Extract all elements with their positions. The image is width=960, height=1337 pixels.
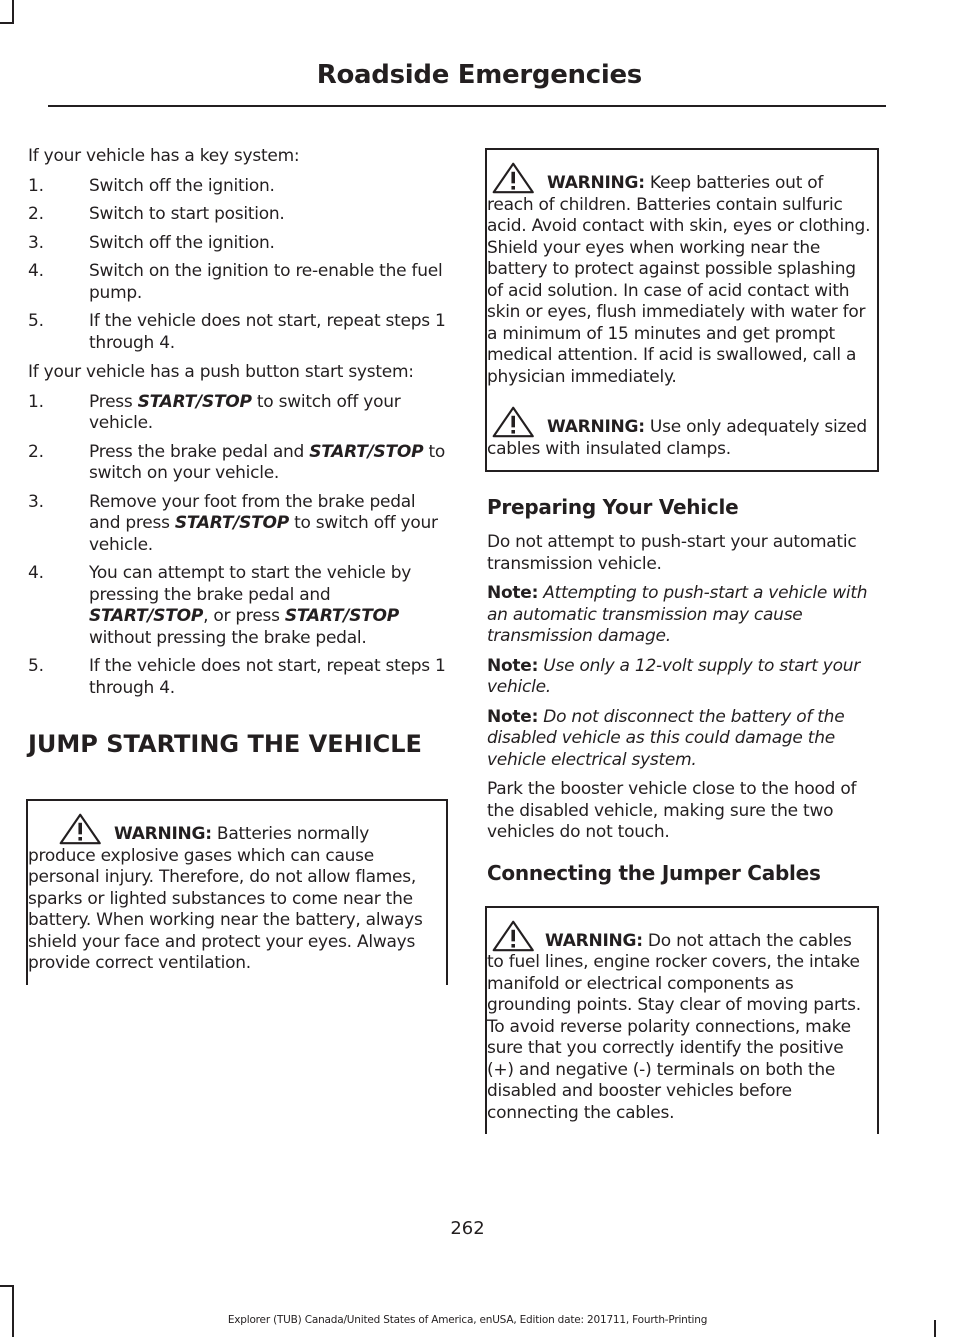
key-system-intro: If your vehicle has a key system:: [28, 146, 300, 166]
note: Note: Do not disconnect the battery of the disabled vehicle as this could damage the vehicle electrical system.: [487, 706, 845, 770]
warning-box: WARNING: Do not attach the cables to fuel lines, engine rocker covers, the intake manifold or electrical components as grounding points. Stay clear of moving parts. To avoid reverse polarity connections, make sure that you correctly identify the positive (+) and negative (-) terminals on both the disabled and booster vehicles before connecting the cables.: [485, 906, 879, 1135]
crop-mark: [0, 1285, 14, 1287]
list-item: 4. You can attempt to start the vehicle by pressing the brake pedal and START/STOP, or press START/STOP without pressing the brake pedal.: [28, 563, 412, 648]
warning-icon: [58, 813, 106, 845]
page-title: Roadside Emergencies: [316, 60, 642, 90]
body-text: Park the booster vehicle close to the hood of the disabled vehicle, making sure the two vehicles do not touch.: [487, 779, 857, 842]
list-item: 2. Press the brake pedal and START/STOP to switch on your vehicle.: [28, 441, 446, 483]
right-column: [487, 148, 879, 1134]
warning-icon: [491, 920, 539, 952]
list-item: 5. If the vehicle does not start, repeat steps 1 through 4.: [28, 311, 446, 353]
section-heading-jump-starting: JUMP STARTING THE VEHICLE: [28, 730, 422, 758]
list-item: 4. Switch on the ignition to re-enable the fuel pump.: [28, 261, 443, 303]
footer-edition: Explorer (TUB) Canada/United States of America, enUSA, Edition date: 201711, Fourth-Printing: [227, 1314, 708, 1326]
list-item: 3. Remove your foot from the brake pedal and press START/STOP to switch off your vehicle.: [28, 491, 438, 555]
list-item: 5. If the vehicle does not start, repeat steps 1 through 4.: [28, 656, 446, 698]
warning-box: WARNING: Use only adequately sized cables with insulated clamps.: [485, 398, 879, 472]
crop-mark: [0, 22, 14, 24]
note: Note: Attempting to push-start a vehicle with an automatic transmission may cause transmission damage.: [487, 583, 868, 646]
section-heading-preparing: Preparing Your Vehicle: [487, 495, 739, 519]
note: Note: Use only a 12-volt supply to start your vehicle.: [487, 655, 860, 697]
left-column: [28, 146, 448, 985]
warning-box: WARNING: Batteries normally produce explosive gases which can cause personal injury. Therefore, do not allow flames, sparks or lighted substances to come near the battery. When working near the battery, always shield your face and protect your eyes. Always provide correct ventilation.: [26, 799, 448, 985]
header-divider: [48, 105, 886, 107]
push-button-intro: If your vehicle has a push button start system:: [28, 362, 414, 382]
section-heading-connecting: Connecting the Jumper Cables: [487, 860, 821, 885]
body-text: Do not attempt to push-start your automatic transmission vehicle.: [487, 532, 857, 574]
push-button-steps: [28, 392, 448, 700]
page-number: 262: [450, 1218, 485, 1239]
warning-icon: [491, 162, 539, 194]
list-item: 2. Switch to start position.: [28, 204, 285, 224]
warning-icon: [491, 406, 539, 438]
key-system-steps: [28, 176, 448, 355]
crop-mark: [12, 1285, 14, 1337]
crop-mark: [12, 0, 14, 23]
list-item: 3. Switch off the ignition.: [28, 232, 275, 253]
warning-box: WARNING: Keep batteries out of reach of children. Batteries contain sulfuric acid. Avoid contact with skin, eyes or clothing. Shield your eyes when working near the battery to protect against possible splashing of acid solution. In case of acid contact with skin or eyes, flush immediately with water for a minimum of 15 minutes and get prompt medical attention. If acid is swallowed, call a physician immediately.: [485, 148, 879, 398]
list-item: 1. Switch off the ignition.: [28, 175, 275, 196]
list-item: 1. Press START/STOP to switch off your vehicle.: [28, 391, 401, 433]
